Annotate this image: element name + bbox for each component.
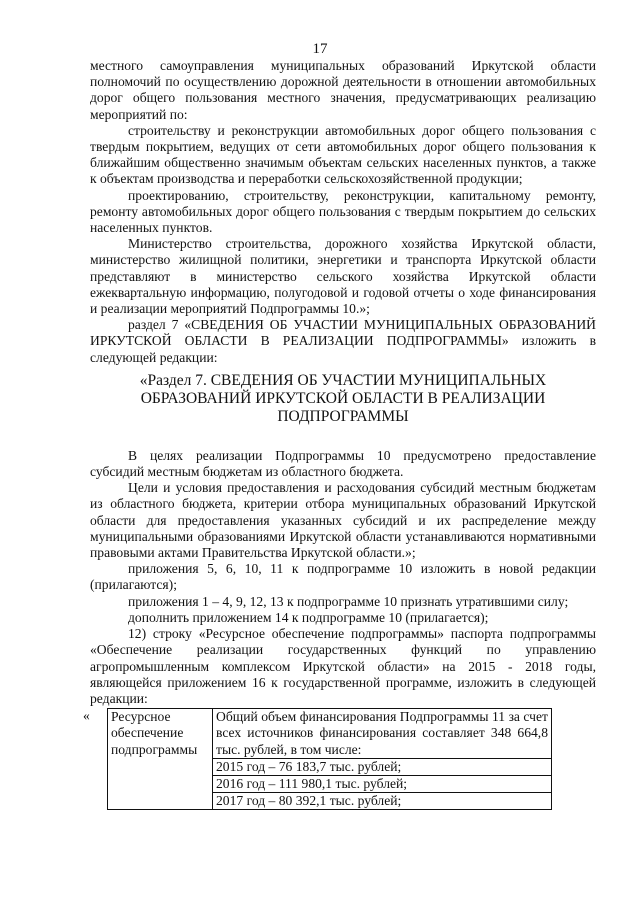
funding-year: 2015 год – 76 183,7 тыс. рублей; (213, 758, 551, 775)
paragraph: 12) строку «Ресурсное обеспечение подпрограммы» паспорта подпрограммы «Обеспечение реализации государственных функций по управлению агропромышленным комплексом Иркутской области» на 2015 - 2018 годы, являющейся приложением 16 к государственной программе, изложить в следующей редакции: (90, 626, 596, 706)
open-quote: « (83, 708, 90, 724)
paragraph: приложения 1 – 4, 9, 12, 13 к подпрограмме 10 признать утратившими силу; (128, 593, 569, 609)
funding-year: 2016 год – 111 980,1 тыс. рублей; (213, 775, 551, 792)
table-value-cell (213, 709, 552, 810)
resource-table (107, 708, 552, 810)
paragraph: дополнить приложением 14 к подпрограмме 10 (прилагается); (128, 609, 489, 625)
paragraph: строительству и реконструкции автомобильных дорог общего пользования с твердым покрытием, ведущих от сети автомобильных дорог общего пользования к ближайшим общественно значимым объектам сельских населенных пунктов, а также к объектам производства и переработки сельскохозяйственной продукции; (90, 122, 596, 187)
table-label-cell: Ресурсное обеспечение подпрограммы (108, 709, 213, 810)
paragraph: проектированию, строительству, реконструкции, капитальному ремонту, ремонту автомобильных дорог общего пользования с твердым покрытием до сельских населенных пунктов. (90, 187, 596, 236)
page-number: 17 (312, 41, 328, 57)
paragraph: местного самоуправления муниципальных образований Иркутской области полномочий по осуществлению дорожной деятельности в отношении автомобильных дорог общего пользования местного значения, предусматривающих реализацию мероприятий по: (90, 58, 596, 122)
funding-total: Общий объем финансирования Подпрограммы 11 за счет всех источников финансирования составляет 348 664,8 тыс. рублей, в том числе: (216, 709, 548, 757)
paragraph: раздел 7 «СВЕДЕНИЯ ОБ УЧАСТИИ МУНИЦИПАЛЬНЫХ ОБРАЗОВАНИЙ ИРКУТСКОЙ ОБЛАСТИ В РЕАЛИЗАЦИИ ПОДПРОГРАММЫ» изложить в следующей редакции: (90, 317, 596, 365)
paragraph: Цели и условия предоставления и расходования субсидий местным бюджетам из областного бюджета, критерии отбора муниципальных образований Иркутской области для предоставления указанных субсидий и их распределение между муниципальными образованиями Иркутской области устанавливаются нормативными правовыми актами Правительства Иркутской области.»; (90, 480, 596, 561)
section-heading: «Раздел 7. СВЕДЕНИЯ ОБ УЧАСТИИ МУНИЦИПАЛЬНЫХ ОБРАЗОВАНИЙ ИРКУТСКОЙ ОБЛАСТИ В РЕАЛИЗАЦИИ ПОДПРОГРАММЫ (139, 371, 547, 425)
funding-year: 2017 год – 80 392,1 тыс. рублей; (213, 792, 551, 809)
paragraph: В целях реализации Подпрограммы 10 предусмотрено предоставление субсидий местным бюджетам из областного бюджета. (90, 447, 596, 480)
resource-table-wrapper (83, 708, 596, 810)
table-row (108, 709, 552, 810)
paragraph: Министерство строительства, дорожного хозяйства Иркутской области, министерство жилищной политики, энергетики и транспорта Иркутской области представляют в министерство сельского хозяйства Иркутской области ежеквартальную информацию, полугодовой и годовой отчеты о ходе финансирования и реализации мероприятий Подпрограммы 10.»; (90, 236, 596, 317)
document-body (83, 58, 596, 810)
paragraph: приложения 5, 6, 10, 11 к подпрограмме 10 изложить в новой редакции (прилагаются); (90, 561, 596, 593)
